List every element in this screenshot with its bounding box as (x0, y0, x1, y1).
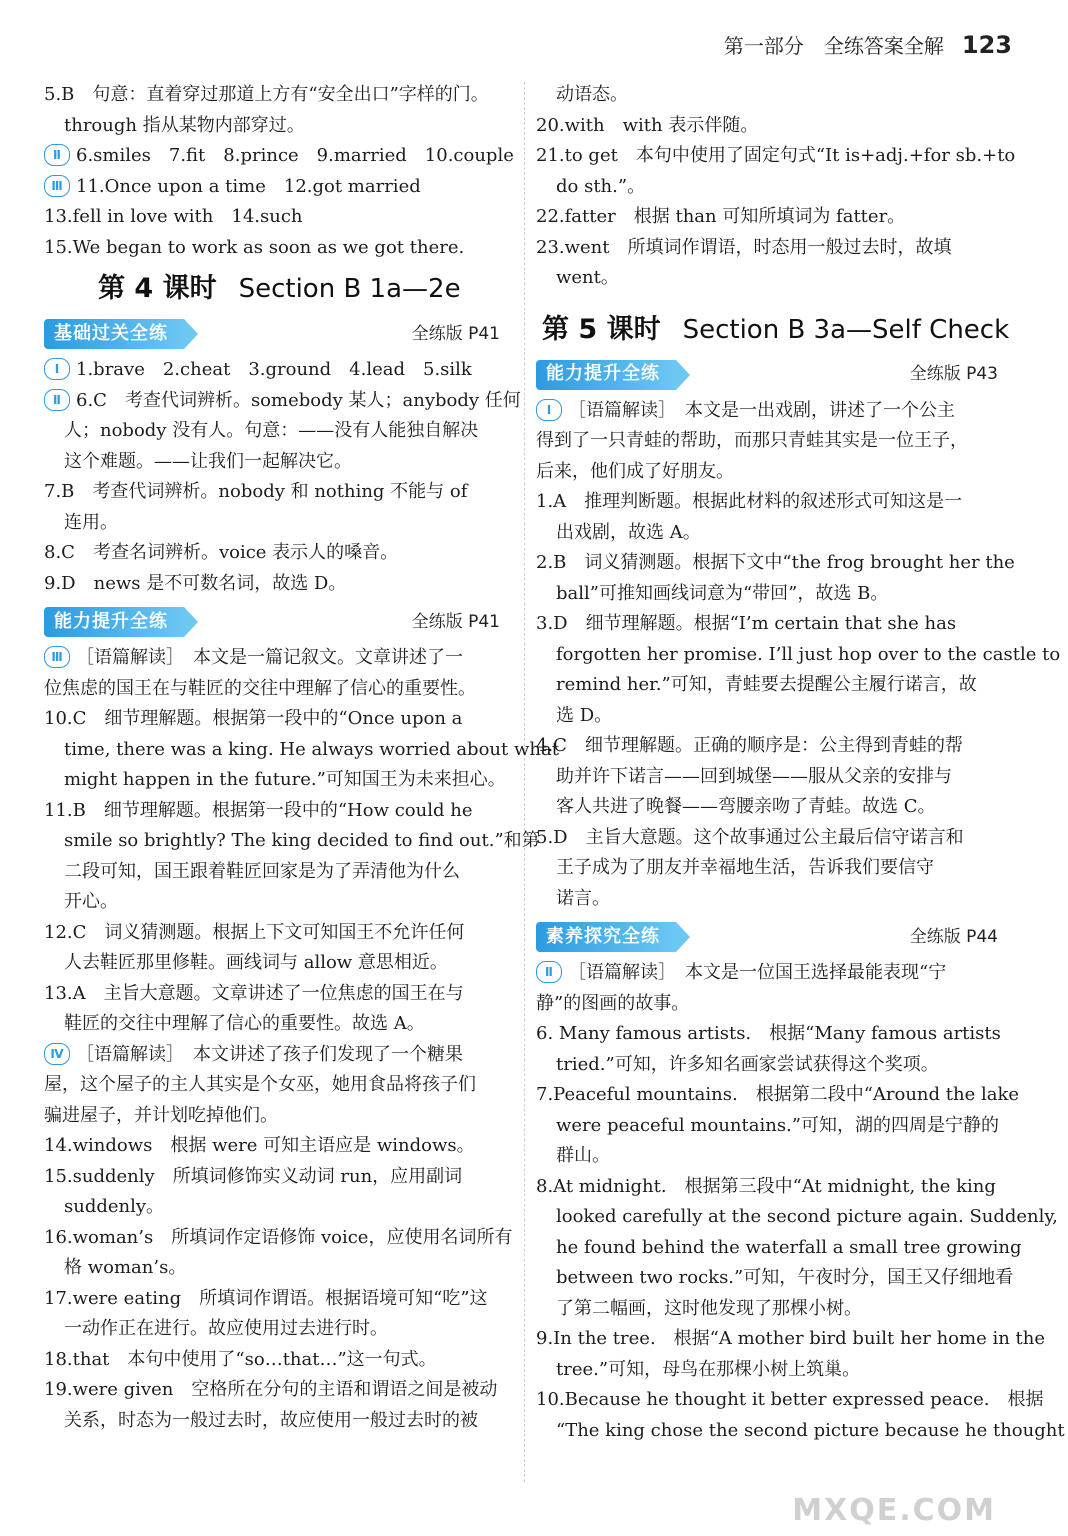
text-line: 16.woman’s 所填词作定语修饰 voice，应使用名词所有 (44, 1226, 513, 1248)
roman-numeral-badge: Ⅲ (44, 175, 70, 197)
text-line: 位焦虑的国王在与鞋匠的交往中理解了信心的重要性。 (44, 677, 476, 699)
lesson-heading (98, 271, 512, 307)
left-column (44, 80, 559, 1436)
lesson-section: Section B 3a—Self Check (682, 314, 1010, 345)
text-line: 5.D 主旨大意题。这个故事通过公主最后信守诺言和 (536, 826, 964, 848)
text-line: 14.windows 根据 were 可知主语应是 windows。 (44, 1135, 475, 1156)
text-line: looked carefully at the second picture again. Suddenly, (556, 1206, 1058, 1227)
page-reference: 全练版 P44 (909, 926, 998, 947)
text-line: 10.C 细节理解题。根据第一段中的“Once upon a (44, 708, 463, 729)
text-line: smile so brightly? The king decided to find out.”和第 (64, 830, 540, 851)
roman-numeral-badge: Ⅰ (536, 399, 562, 421)
text-line: 二段可知，国王跟着鞋匠回家是为了弄清他为什么 (64, 860, 460, 882)
text-line: 9.In the tree. 根据“A mother bird built her home in the (536, 1328, 1046, 1349)
text-line: 骗进屋子，并计划吃掉他们。 (44, 1104, 278, 1126)
text-line: ball”可推知画线词意为“带回”，故选 B。 (556, 582, 889, 604)
text-line: 3.D 细节理解题。根据“I’m certain that she has (536, 613, 957, 634)
text-line: 22.fatter 根据 than 可知所填词为 fatter。 (536, 206, 906, 227)
page-reference: 全练版 P41 (411, 611, 500, 632)
lesson-section: Section B 1a—2e (238, 274, 461, 304)
text-line: were peaceful mountains.”可知，湖的四周是宁静的 (556, 1114, 999, 1136)
answer-line (44, 141, 512, 172)
page-header (724, 30, 1012, 70)
text-line: he found behind the waterfall a small tree growing (556, 1236, 1022, 1258)
text-line: 屋，这个屋子的主人其实是个女巫，她用食品将孩子们 (44, 1074, 476, 1095)
answer-text: ［语篇解读］ 本文是一出戏剧，讲述了一个公主 (568, 399, 955, 421)
lesson-title: 第 5 课时 (542, 313, 661, 345)
text-line: 6. Many famous artists. 根据“Many famous artists (536, 1023, 1001, 1044)
text-line: 20.with with 表示伴随。 (536, 114, 759, 136)
section-bar (44, 605, 512, 639)
answer-text: ［语篇解读］ 本文讲述了孩子们发现了一个糖果 (76, 1043, 463, 1065)
roman-numeral-badge: Ⅰ (44, 358, 70, 380)
text-line: 客人共进了晚餐——弯腰亲吻了青蛙。故选 C。 (556, 796, 936, 817)
text-line: between two rocks.”可知，午夜时分，国王又仔细地看 (556, 1267, 1014, 1288)
text-line: might happen in the future.”可知国王为未来担心。 (64, 769, 506, 790)
text-line: 格 woman’s。 (64, 1257, 187, 1278)
text-line: 人去鞋匠那里修鞋。画线词与 allow 意思相近。 (64, 952, 448, 973)
answer-text: 1.brave 2.cheat 3.ground 4.lead 5.silk (76, 359, 472, 380)
text-line: 13.fell in love with 14.such (44, 206, 303, 227)
watermark-logo: MXQE.COM (792, 1493, 996, 1528)
answer-line (44, 643, 512, 674)
answer-text: ［语篇解读］ 本文是一篇记叙文。文章讲述了一 (76, 647, 463, 668)
text-line: 连用。 (64, 511, 118, 533)
text-line: 群山。 (556, 1145, 610, 1166)
page-reference: 全练版 P43 (909, 364, 998, 385)
text-line: 9.D news 是不可数名词，故选 D。 (44, 572, 347, 594)
answer-line (44, 1040, 512, 1071)
text-line: 静”的图画的故事。 (536, 992, 690, 1014)
text-line: tree.”可知，母鸟在那棵小树上筑巢。 (556, 1358, 861, 1380)
text-line: 开心。 (64, 891, 118, 912)
text-line: 人；nobody 没有人。句意：——没有人能独自解决 (64, 420, 479, 441)
text-line: 选 D。 (556, 704, 613, 726)
text-line: 12.C 词义猜测题。根据上下文可知国王不允许任何 (44, 921, 465, 943)
text-line: 2.B 词义猜测题。根据下文中“the frog brought her the (536, 552, 1015, 573)
text-line: tried.”可知，许多知名画家尝试获得这个奖项。 (556, 1053, 939, 1075)
text-line: forgotten her promise. I’ll just hop over to the castle to (556, 643, 1061, 665)
answer-line (536, 396, 1010, 427)
lesson-title: 第 4 课时 (98, 273, 217, 304)
text-line: 8.C 考查名词辨析。voice 表示人的嗓音。 (44, 542, 399, 563)
text-line: 动语态。 (556, 84, 628, 105)
page-reference: 全练版 P41 (411, 323, 500, 344)
text-line: 了第二幅画，这时他发现了那棵小树。 (556, 1297, 862, 1319)
text-line: 19.were given 空格所在分句的主语和谓语之间是被动 (44, 1379, 498, 1400)
answer-text: ［语篇解读］ 本文是一位国王选择最能表现“宁 (568, 962, 947, 983)
header-part-title: 第一部分 全练答案全解 (723, 34, 944, 58)
text-line: 10.Because he thought it better expressed peace. 根据 (536, 1389, 1044, 1410)
text-line: 5.B 句意：直着穿过那道上方有“安全出口”字样的门。 (44, 84, 489, 105)
roman-numeral-badge: Ⅱ (44, 389, 70, 411)
text-line: through 指从某物内部穿过。 (64, 114, 305, 136)
section-label: 素养探究全练 (536, 922, 676, 952)
text-line: suddenly。 (64, 1196, 165, 1217)
text-line: 诺言。 (556, 887, 610, 909)
text-line: 7.Peaceful mountains. 根据第二段中“Around the lake (536, 1084, 1020, 1105)
text-line: remind her.”可知，青蛙要去提醒公主履行诺言，故 (556, 674, 977, 695)
text-line: time, there was a king. He always worried about what (64, 738, 559, 760)
lesson-heading (542, 312, 1010, 348)
text-line: 17.were eating 所填词作谓语。根据语境可知“吃”这 (44, 1287, 488, 1309)
text-line: 助并许下诺言——回到城堡——服从父亲的安排与 (556, 765, 952, 787)
section-bar (536, 920, 1010, 954)
roman-numeral-badge: Ⅱ (536, 961, 562, 983)
text-line: went。 (556, 267, 619, 288)
text-line: 15.suddenly 所填词修饰实义动词 run，应用副词 (44, 1165, 463, 1187)
text-line: 后来，他们成了好朋友。 (536, 460, 734, 482)
text-line: “The king chose the second picture because he thought (556, 1419, 1065, 1441)
right-column (536, 80, 1065, 1446)
text-line: 一动作正在进行。故应使用过去进行时。 (64, 1318, 388, 1339)
text-line: 鞋匠的交往中理解了信心的重要性。故选 A。 (64, 1013, 425, 1034)
text-line: 关系，时态为一般过去时，故应使用一般过去时的被 (64, 1409, 478, 1431)
section-label: 基础过关全练 (44, 319, 184, 349)
text-line: do sth.”。 (556, 175, 646, 197)
answer-line (536, 958, 1010, 989)
text-line: 8.At midnight. 根据第三段中“At midnight, the king (536, 1175, 996, 1197)
text-line: 得到了一只青蛙的帮助，而那只青蛙其实是一位王子， (536, 430, 968, 451)
text-line: 21.to get 本句中使用了固定句式“It is+adj.+for sb.+to (536, 145, 1016, 166)
text-line: 1.A 推理判断题。根据此材料的叙述形式可知这是一 (536, 491, 963, 512)
text-line: 15.We began to work as soon as we got there. (44, 236, 465, 258)
column-divider (524, 82, 525, 1482)
text-line: 18.that 本句中使用了“so…that…”这一句式。 (44, 1348, 437, 1370)
text-line: 出戏剧，故选 A。 (556, 521, 701, 543)
roman-numeral-badge: Ⅱ (44, 144, 70, 166)
text-line: 王子成为了朋友并幸福地生活，告诉我们要信守 (556, 857, 934, 878)
answer-line (44, 355, 512, 386)
text-line: 13.A 主旨大意题。文章讲述了一位焦虑的国王在与 (44, 982, 464, 1004)
section-bar (44, 317, 512, 351)
text-line: 4.C 细节理解题。正确的顺序是：公主得到青蛙的帮 (536, 735, 963, 756)
answer-text: 6.C 考查代词辨析。somebody 某人；anybody 任何 (76, 389, 521, 411)
roman-numeral-badge: Ⅳ (44, 1043, 70, 1065)
answer-line (44, 172, 512, 203)
answer-text: 6.smiles 7.fit 8.prince 9.married 10.couple (76, 145, 514, 166)
answer-line (44, 386, 521, 417)
text-line: 23.went 所填词作谓语，时态用一般过去时，故填 (536, 236, 952, 258)
text-line: 这个难题。——让我们一起解决它。 (64, 450, 352, 472)
text-line: 11.B 细节理解题。根据第一段中的“How could he (44, 799, 473, 821)
answer-text: 11.Once upon a time 12.got married (76, 175, 421, 197)
section-label: 能力提升全练 (44, 607, 184, 637)
section-label: 能力提升全练 (536, 360, 676, 390)
roman-numeral-badge: Ⅲ (44, 646, 70, 668)
text-line: 7.B 考查代词辨析。nobody 和 nothing 不能与 of (44, 481, 468, 502)
section-bar (536, 358, 1010, 392)
page-number: 123 (961, 31, 1012, 59)
